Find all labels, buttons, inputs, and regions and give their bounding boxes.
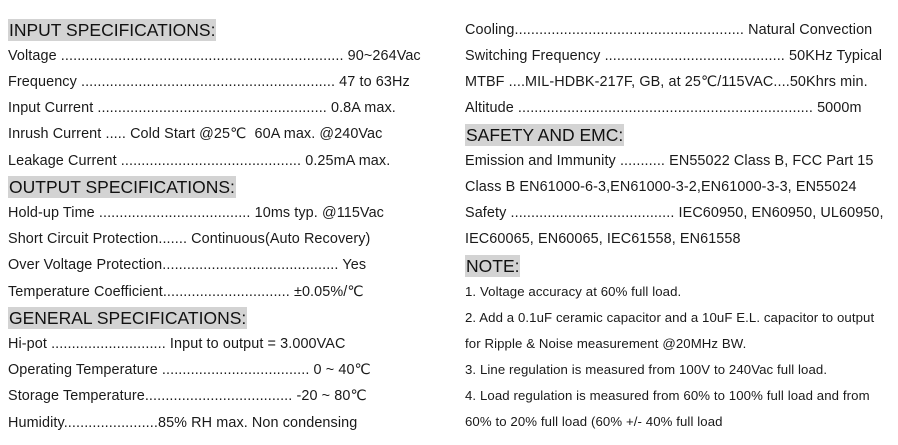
spec-row-switching-frequency: Switching Frequency ............................................ 50KHz Typical xyxy=(465,48,883,64)
spec-row-temp-coefficient: Temperature Coefficient............................... ±0.05%/℃ xyxy=(8,284,364,300)
spec-row-short-circuit: Short Circuit Protection....... Continuous(Auto Recovery) xyxy=(8,231,371,247)
spec-row-frequency: Frequency .............................................................. 47 to 63Hz xyxy=(8,74,410,90)
spec-row-emission-standards: Class B EN61000-6-3,EN61000-3-2,EN61000-3-3, EN55024 xyxy=(465,179,857,195)
spec-row-humidity: Humidity.......................85% RH max. Non condensing xyxy=(8,415,358,431)
spec-row-altitude: Altitude ........................................................................ 5000m xyxy=(465,100,862,116)
spec-row-cooling: Cooling........................................................ Natural Convection xyxy=(465,22,873,38)
spec-row-over-voltage: Over Voltage Protection........................................... Yes xyxy=(8,257,367,273)
output-spec-heading: OUTPUT SPECIFICATIONS: xyxy=(9,177,235,197)
spec-row-hi-pot: Hi-pot ............................ Input to output = 3.000VAC xyxy=(8,336,346,352)
spec-row-voltage: Voltage ..................................................................... 90~264Vac xyxy=(8,48,421,64)
spec-row-safety: Safety ........................................ IEC60950, EN60950, UL60950, xyxy=(465,205,884,221)
spec-row-inrush-current: Inrush Current ..... Cold Start @25℃ 60A max. @240Vac xyxy=(8,126,383,142)
spec-row-storage-temp: Storage Temperature.................................... -20 ~ 80℃ xyxy=(8,388,367,404)
note-line-3: 3. Line regulation is measured from 100V to 240Vac full load. xyxy=(465,362,828,377)
spec-row-mtbf: MTBF ....MIL-HDBK-217F, GB, at 25℃/115VAC....50Khrs min. xyxy=(465,74,868,90)
note-line-4-cont: 60% to 20% full load (60% +/- 40% full load xyxy=(465,414,723,429)
note-line-1: 1. Voltage accuracy at 60% full load. xyxy=(465,284,682,299)
note-line-2-cont: for Ripple & Noise measurement @20MHz BW. xyxy=(465,336,747,351)
spec-row-hold-up-time: Hold-up Time ..................................... 10ms typ. @115Vac xyxy=(8,205,384,221)
spec-row-leakage-current: Leakage Current ............................................ 0.25mA max. xyxy=(8,153,391,169)
safety-emc-heading: SAFETY AND EMC: xyxy=(466,125,624,145)
note-heading: NOTE: xyxy=(466,256,520,276)
spec-row-operating-temp: Operating Temperature .................................... 0 ~ 40℃ xyxy=(8,362,371,378)
note-line-4: 4. Load regulation is measured from 60% to 100% full load and from xyxy=(465,388,870,403)
spec-row-input-current: Input Current ........................................................ 0.8A max. xyxy=(8,100,396,116)
general-spec-heading: GENERAL SPECIFICATIONS: xyxy=(9,308,247,328)
spec-row-emission-immunity: Emission and Immunity ........... EN55022 Class B, FCC Part 15 xyxy=(465,153,874,169)
input-spec-heading: INPUT SPECIFICATIONS: xyxy=(9,20,216,40)
note-line-2: 2. Add a 0.1uF ceramic capacitor and a 10uF E.L. capacitor to output xyxy=(465,310,875,325)
spec-row-safety-standards: IEC60065, EN60065, IEC61558, EN61558 xyxy=(465,231,741,247)
